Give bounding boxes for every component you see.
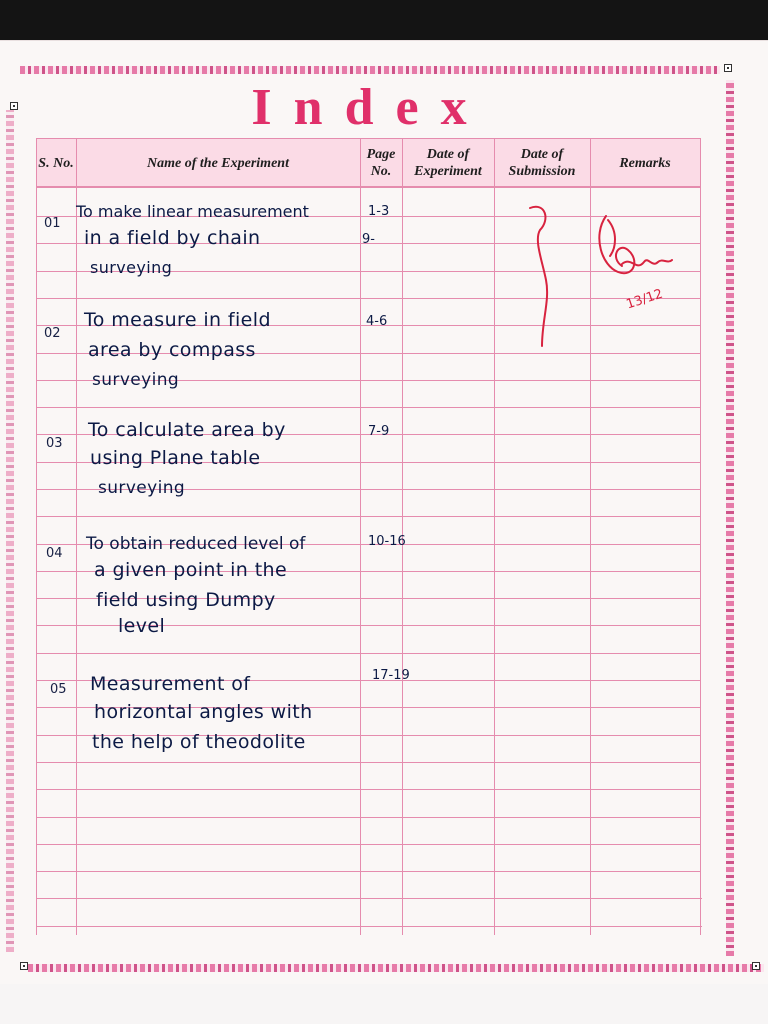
entry-title-line: area by compass [88, 339, 256, 361]
table-row-rule [36, 762, 701, 763]
table-row-rule [36, 817, 701, 818]
entry-title-line: horizontal angles with [94, 701, 313, 723]
header-remarks: Remarks [619, 155, 671, 171]
entry-title-line: To calculate area by [88, 419, 286, 441]
header-date-of-experiment: Date of Experiment [414, 147, 482, 179]
entry-title-line: surveying [90, 258, 173, 277]
corner-ornament-bottom-right [752, 962, 760, 970]
corner-ornament-top-left [10, 102, 18, 110]
table-column-rule [36, 138, 37, 935]
entry-page-range: 17-19 [372, 668, 410, 683]
table-column-rule [76, 138, 77, 935]
entry-number: 05 [50, 682, 67, 697]
table-column-rule [360, 138, 361, 935]
entry-number: 04 [46, 546, 63, 561]
entry-title-line: To measure in field [84, 309, 271, 331]
entry-title-line: Measurement of [90, 673, 251, 695]
table-top-rule [36, 138, 700, 139]
table-row-rule [36, 653, 701, 654]
entry-title-line: surveying [98, 478, 186, 498]
corner-ornament-bottom-left [20, 962, 28, 970]
entry-title-line: To obtain reduced level of [86, 534, 306, 554]
entry-page-extra: 9- [362, 232, 375, 247]
submission-bracket-mark [520, 200, 560, 350]
entry-page-range: 7-9 [368, 424, 390, 439]
page-bottom-edge [0, 984, 768, 1024]
top-border [20, 66, 720, 74]
entry-title-line: To make linear measurement [76, 202, 309, 221]
entry-title-line: the help of theodolite [92, 731, 306, 753]
table-row-rule [36, 789, 701, 790]
entry-title-line: field using Dumpy [96, 589, 276, 611]
entry-number: 03 [46, 436, 63, 451]
left-border [6, 110, 14, 952]
entry-page-range: 4-6 [366, 314, 388, 329]
corner-ornament-top-right [724, 64, 732, 72]
entry-title-line: surveying [92, 370, 180, 390]
table-column-rule [494, 138, 495, 935]
entry-number: 02 [44, 326, 61, 341]
entry-title-line: level [118, 615, 166, 637]
header-bottom-rule [36, 186, 700, 188]
table-row-rule [36, 926, 702, 927]
header-date-of-submission: Date of Submission [508, 147, 576, 179]
page-title: Index [251, 79, 489, 136]
entry-page-range: 1-3 [368, 204, 390, 219]
table-row-rule [36, 844, 701, 845]
header-experiment-name: Name of the Experiment [147, 155, 289, 171]
entry-number: 01 [44, 216, 61, 231]
table-row-rule [36, 898, 702, 899]
header-page-no: Page No. [366, 147, 396, 179]
entry-title-line: in a field by chain [84, 227, 261, 249]
entry-title-line: a given point in the [94, 559, 288, 581]
right-border [726, 80, 734, 956]
header-sno: S. No. [38, 155, 74, 171]
bottom-border [28, 964, 764, 972]
remark-date: 13/12 [624, 286, 665, 313]
table-column-rule [700, 138, 701, 935]
entry-title-line: using Plane table [90, 447, 261, 469]
table-row-rule [36, 407, 700, 408]
table-row-rule [36, 516, 701, 517]
table-row-rule [36, 871, 701, 872]
entry-page-range: 10-16 [368, 534, 406, 549]
